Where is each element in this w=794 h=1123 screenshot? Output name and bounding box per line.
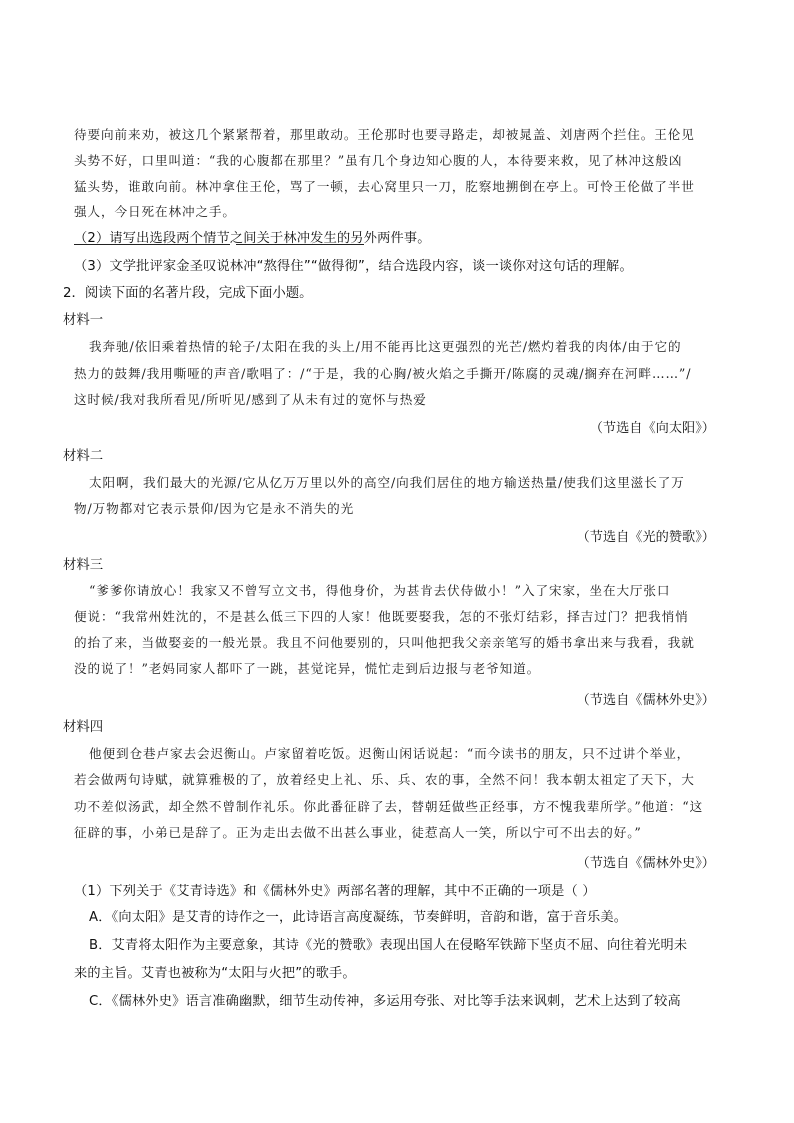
material-3-source: （节选自《儒林外史》）: [576, 693, 715, 708]
material-3-line: 没的说了！”老妈同家人都吓了一跳，甚觉诧异，慌忙走到后边报与老爷知道。: [74, 661, 541, 676]
passage-line: 猛头势，谁敢向前。林冲拿住王伦，骂了一顿，去心窝里只一刀，肐察地搠倒在亭上。可怜王伦做了半世: [74, 179, 695, 194]
question-3: （3）文学批评家金圣叹说林冲“熬得住”“做得彻”，结合选段内容，谈一谈你对这句话的理解。: [74, 259, 633, 274]
material-2-label: 材料二: [63, 449, 104, 464]
material-3-label: 材料三: [63, 558, 104, 573]
material-2-line: 太阳啊，我们最大的光源/它从亿万万里以外的高空/向我们居住的地方输送热量/使我们这里滋长了万: [89, 475, 685, 490]
question-2: （2）请写出选段两个情节之间关于林冲发生的另外两件事。: [74, 231, 431, 246]
passage-line: 头势不好，口里叫道：“我的心腹都在那里？”虽有几个身边知心腹的人，本待要来救，见了林冲这般凶: [74, 153, 683, 168]
material-2-line: 物/万物都对它表示景仰/因为它是永不消失的光: [74, 501, 355, 516]
answer-blank-1[interactable]: [74, 244, 230, 245]
material-4-source: （节选自《儒林外史》）: [576, 856, 715, 871]
material-1-source: （节选自《向太阳》）: [589, 421, 715, 436]
option-c[interactable]: C．《儒林外史》语言准确幽默，细节生动传神，多运用夸张、对比等手法来讽刺，艺术上达到了较高: [89, 994, 681, 1009]
option-b-continued[interactable]: 来的主旨。艾青也被称为“太阳与火把”的歌手。: [74, 966, 356, 981]
material-4-line: 功不差似汤武，却全然不曾制作礼乐。你此番征辟了去，替朝廷做些正经事，方不愧我辈所学。”他道：“这: [74, 799, 704, 814]
material-1-line: 热力的鼓舞/我用嘶哑的声音/歌唱了：/“于是，我的心胸/被火焰之手撕开/陈腐的灵魂/搁弃在河畔……”/: [74, 366, 692, 381]
answer-blank-2[interactable]: [236, 244, 364, 245]
material-2-source: （节选自《光的赞歌》）: [576, 530, 715, 545]
material-4-line: 征辟的事，小弟已是辞了。正为走出去做不出甚么事业，徒惹高人一笑，所以宁可不出去的好。”: [74, 825, 642, 840]
option-a[interactable]: A．《向太阳》是艾青的诗作之一，此诗语言高度凝练，节奏鲜明，音韵和谐，富于音乐美。: [89, 910, 628, 925]
material-3-line: 便说：“我常州姓沈的，不是甚么低三下四的人家！他既要娶我，怎的不张灯结彩，择吉过门？把我悄悄: [74, 609, 689, 624]
material-4-line: 若会做两句诗赋，就算雅极的了，放着经史上礼、乐、兵、农的事，全然不问！我本朝太祖定了天下，大: [74, 772, 695, 787]
material-3-line: 的抬了来，当做娶妾的一般光景。我且不问他要别的，只叫他把我父亲亲笔写的婚书拿出来与我看，我就: [74, 635, 695, 650]
material-3-line: “爹爹你请放心！我家又不曾写立文书，得他身价，为甚肯去伏侍做小！”入了宋家，坐在大厅张口: [89, 583, 671, 598]
material-1-line: 我奔驰/依旧乘着热情的轮子/太阳在我的头上/用不能再比这更强烈的光芒/燃灼着我的肉体/由于它的: [89, 339, 682, 354]
passage-line: 强人，今日死在林冲之手。: [74, 204, 236, 219]
material-4-label: 材料四: [63, 720, 104, 735]
passage-line: 待要向前来劝，被这几个紧紧帮着，那里敢动。王伦那时也要寻路走，却被晁盖、刘唐两个拦住。王伦见: [74, 127, 695, 142]
material-1-label: 材料一: [63, 313, 104, 328]
sub-question-1-stem: （1）下列关于《艾青诗选》和《儒林外史》两部名著的理解，其中不正确的一项是（ ）: [74, 884, 596, 899]
problem-2-title: 2．阅读下面的名著片段，完成下面小题。: [63, 286, 313, 301]
material-4-line: 他便到仓巷卢家去会迟衡山。卢家留着吃饭。迟衡山闲话说起：“而今读书的朋友，只不过讲个举业，: [89, 746, 691, 761]
option-b[interactable]: B．艾青将太阳作为主要意象，其诗《光的赞歌》表现出国人在侵略军铁蹄下坚贞不屈、向往着光明未: [89, 938, 688, 953]
material-1-line: 这时候/我对我所看见/所听见/感到了从未有过的宽怀与热爱: [74, 392, 427, 407]
